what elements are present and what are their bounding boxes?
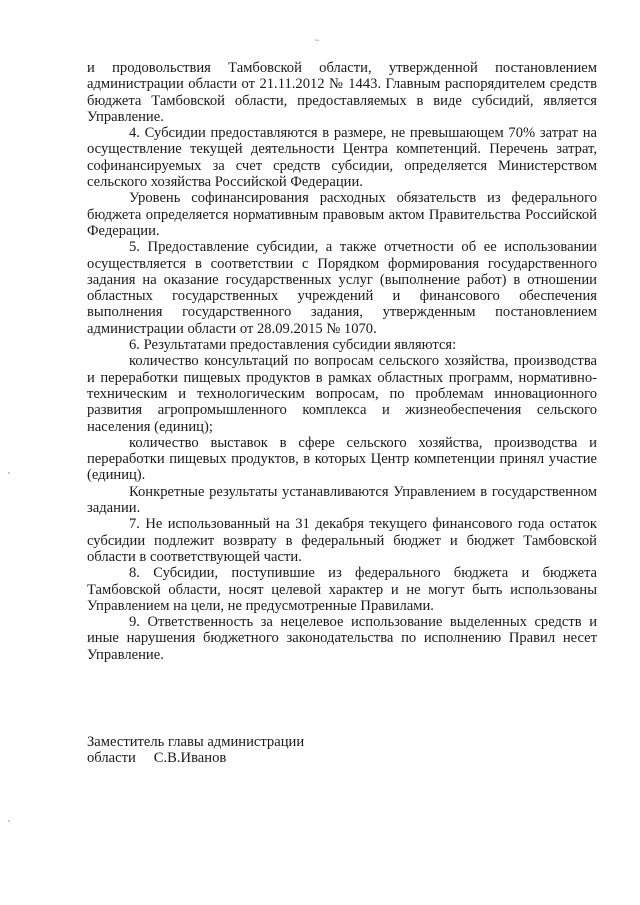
paragraph-item-7: 7. Не использованный на 31 декабря текущего финансового года остаток субсидии подлежит возврату в федеральный бюджет и бюджет Тамбовской области в соответствующей части.: [87, 516, 597, 565]
paragraph-result-consultations: количество консультаций по вопросам сельского хозяйства, производства и переработки пищевых продуктов в рамках областных программ, нормативно-техническим и технологическим вопросам, по проблемам инновационного развития агропромышленного комплекса и жизнеобеспечения сельского населения (единиц);: [87, 353, 597, 435]
scan-speck: [8, 820, 10, 822]
paragraph-cofinancing: Уровень софинансирования расходных обязательств из федерального бюджета определяется нормативным правовым актом Правительства Российской Федерации.: [87, 190, 597, 239]
signatory-region: области: [87, 750, 136, 767]
paragraph-specific-results: Конкретные результаты устанавливаются Управлением в государственном задании.: [87, 483, 597, 517]
paragraph-item-5: 5. Предоставление субсидии, а также отчетности об ее использовании осуществляется в соответствии с Порядком формирования государственного задания на оказание государственных услуг (выполнение работ) в отношении областных государственных учреждений и финансового обеспечения выполнения государственного задания, утвержденным постановлением администрации области от 28.09.2015 № 1070.: [87, 239, 597, 337]
paragraph-item-9: 9. Ответственность за нецелевое использование выделенных средств и иные нарушения бюджетного законодательства по исполнению Правил несет Управление.: [87, 614, 597, 663]
paragraph-item-8: 8. Субсидии, поступившие из федерального бюджета и бюджета Тамбовской области, носят целевой характер и не могут быть использованы Управлением на цели, не предусмотренные Правилами.: [87, 565, 597, 614]
document-body: [87, 60, 597, 663]
paragraph-result-exhibitions: количество выставок в сфере сельского хозяйства, производства и переработки пищевых продуктов, в которых Центр компетенции принял участие (единиц).: [87, 434, 597, 484]
paragraph-continuation: и продовольствия Тамбовской области, утвержденной постановлением администрации области от 21.11.2012 № 1443. Главным распорядителем средств бюджета Тамбовской области, предоставляемых в виде субсидий, является Управление.: [87, 60, 597, 125]
scan-speck: [8, 472, 10, 474]
page-mark: ~: [315, 36, 320, 45]
signatory-position: Заместитель главы администрации: [87, 734, 305, 750]
signature-block: [87, 734, 304, 767]
signatory-name: С.В.Иванов: [153, 750, 227, 767]
paragraph-item-6: 6. Результатами предоставления субсидии являются:: [129, 337, 457, 354]
paragraph-item-4: 4. Субсидии предоставляются в размере, не превышающем 70% затрат на осуществление текущей деятельности Центра компетенций. Перечень затрат, софинансируемых за счет средств субсидии, определяется Министерством сельского хозяйства Российской Федерации.: [87, 125, 597, 191]
signatory-line: [87, 750, 304, 766]
